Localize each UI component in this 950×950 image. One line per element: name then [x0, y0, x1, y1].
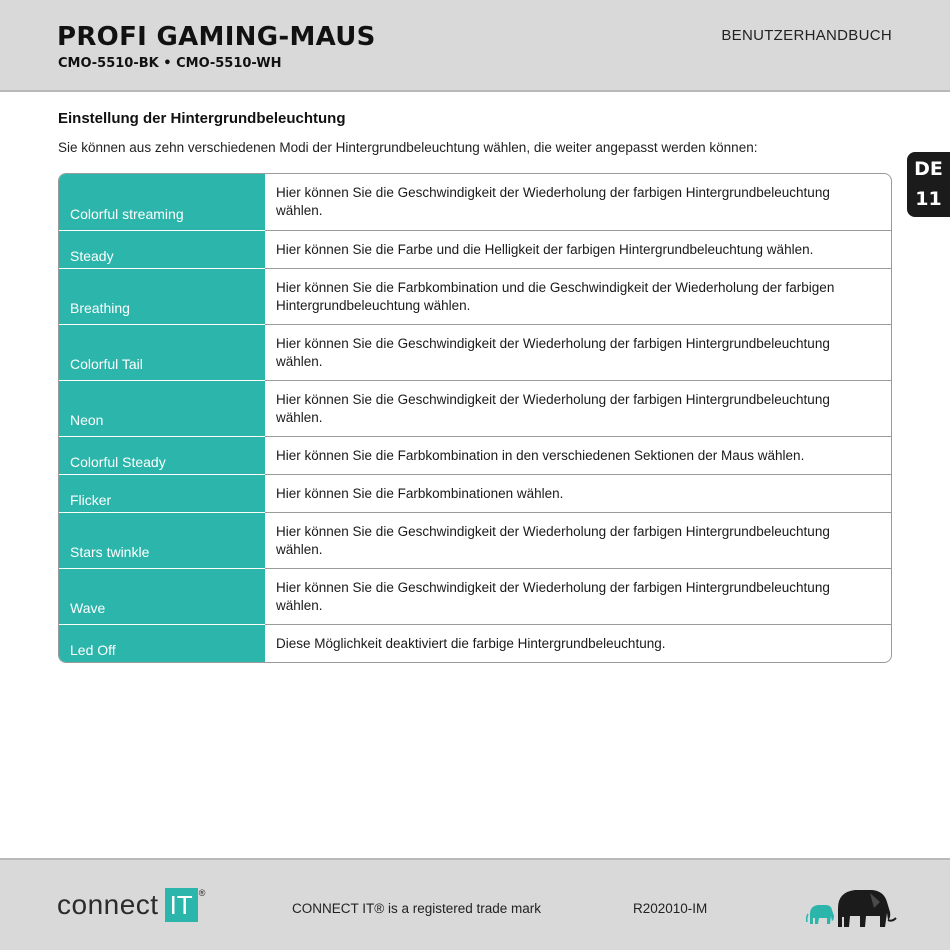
document-type: BENUTZERHANDBUCH: [721, 27, 892, 44]
model-numbers: CMO-5510-BK • CMO-5510-WH: [58, 56, 282, 71]
table-row: [59, 268, 891, 324]
mode-name: Led Off: [59, 624, 265, 662]
trademark-note: CONNECT IT® is a registered trade mark: [292, 901, 542, 916]
mode-description: Hier können Sie die Geschwindigkeit der Wiederholung der farbigen Hintergrundbeleuchtung wählen.: [276, 185, 830, 218]
mode-description: Diese Möglichkeit deaktiviert die farbige Hintergrundbeleuchtung.: [276, 636, 666, 651]
page-number: 11: [915, 188, 942, 210]
section-intro: Sie können aus zehn verschiedenen Modi der Hintergrundbeleuchtung wählen, die weiter angepasst werden können:: [58, 140, 758, 155]
page-footer: [0, 858, 950, 950]
product-title: PROFI GAMING-MAUS: [57, 22, 376, 52]
mode-description: Hier können Sie die Geschwindigkeit der Wiederholung der farbigen Hintergrundbeleuchtung wählen.: [276, 391, 830, 425]
mode-description: Hier können Sie die Geschwindigkeit der Wiederholung der farbigen Hintergrundbeleuchtung wählen.: [276, 335, 830, 369]
language-code: DE: [914, 158, 943, 180]
mode-description: Hier können Sie die Farbkombination und die Geschwindigkeit der Wiederholung der farbigen Hintergrundbeleuchtung wählen.: [276, 279, 835, 313]
table-row: [59, 380, 891, 436]
table-row: [59, 230, 891, 268]
mode-name: Colorful Steady: [59, 436, 265, 474]
mode-name: Stars twinkle: [59, 512, 265, 568]
elephants-icon: [800, 880, 900, 932]
mode-description: Hier können Sie die Geschwindigkeit der Wiederholung der farbigen Hintergrundbeleuchtung wählen.: [276, 523, 830, 557]
table-row: [59, 474, 891, 512]
table-row: [59, 436, 891, 474]
table-row: [59, 324, 891, 380]
mode-name: Breathing: [59, 268, 265, 324]
mode-name: Colorful Tail: [59, 324, 265, 380]
mode-name: Wave: [59, 568, 265, 624]
mode-name: Neon: [59, 380, 265, 436]
backlight-modes-table: [58, 173, 892, 663]
logo-wordmark: connect: [57, 889, 159, 920]
mode-description: Hier können Sie die Farbkombinationen wählen.: [276, 486, 564, 501]
logo-it-box: IT: [165, 888, 198, 922]
section-title: Einstellung der Hintergrundbeleuchtung: [58, 110, 346, 127]
table-row: [59, 512, 891, 568]
document-reference: R202010-IM: [633, 901, 708, 916]
large-elephant-icon: [838, 890, 896, 927]
mode-name: Flicker: [59, 474, 265, 512]
mode-description: Hier können Sie die Geschwindigkeit der Wiederholung der farbigen Hintergrundbeleuchtung wählen.: [276, 579, 830, 613]
logo-registered-mark: ®: [198, 888, 206, 898]
mode-name: Steady: [59, 230, 265, 268]
connect-it-logo: [57, 888, 205, 922]
language-page-tab: [907, 152, 950, 217]
mode-name: Colorful streaming: [59, 174, 265, 230]
table-row: [59, 624, 891, 662]
mode-description: Hier können Sie die Farbkombination in den verschiedenen Sektionen der Maus wählen.: [276, 448, 805, 463]
table-row: [59, 568, 891, 624]
small-elephant-icon: [807, 905, 834, 924]
page-header: [0, 0, 950, 92]
mode-description: Hier können Sie die Farbe und die Helligkeit der farbigen Hintergrundbeleuchtung wählen.: [276, 242, 814, 257]
table-row: [59, 174, 891, 230]
